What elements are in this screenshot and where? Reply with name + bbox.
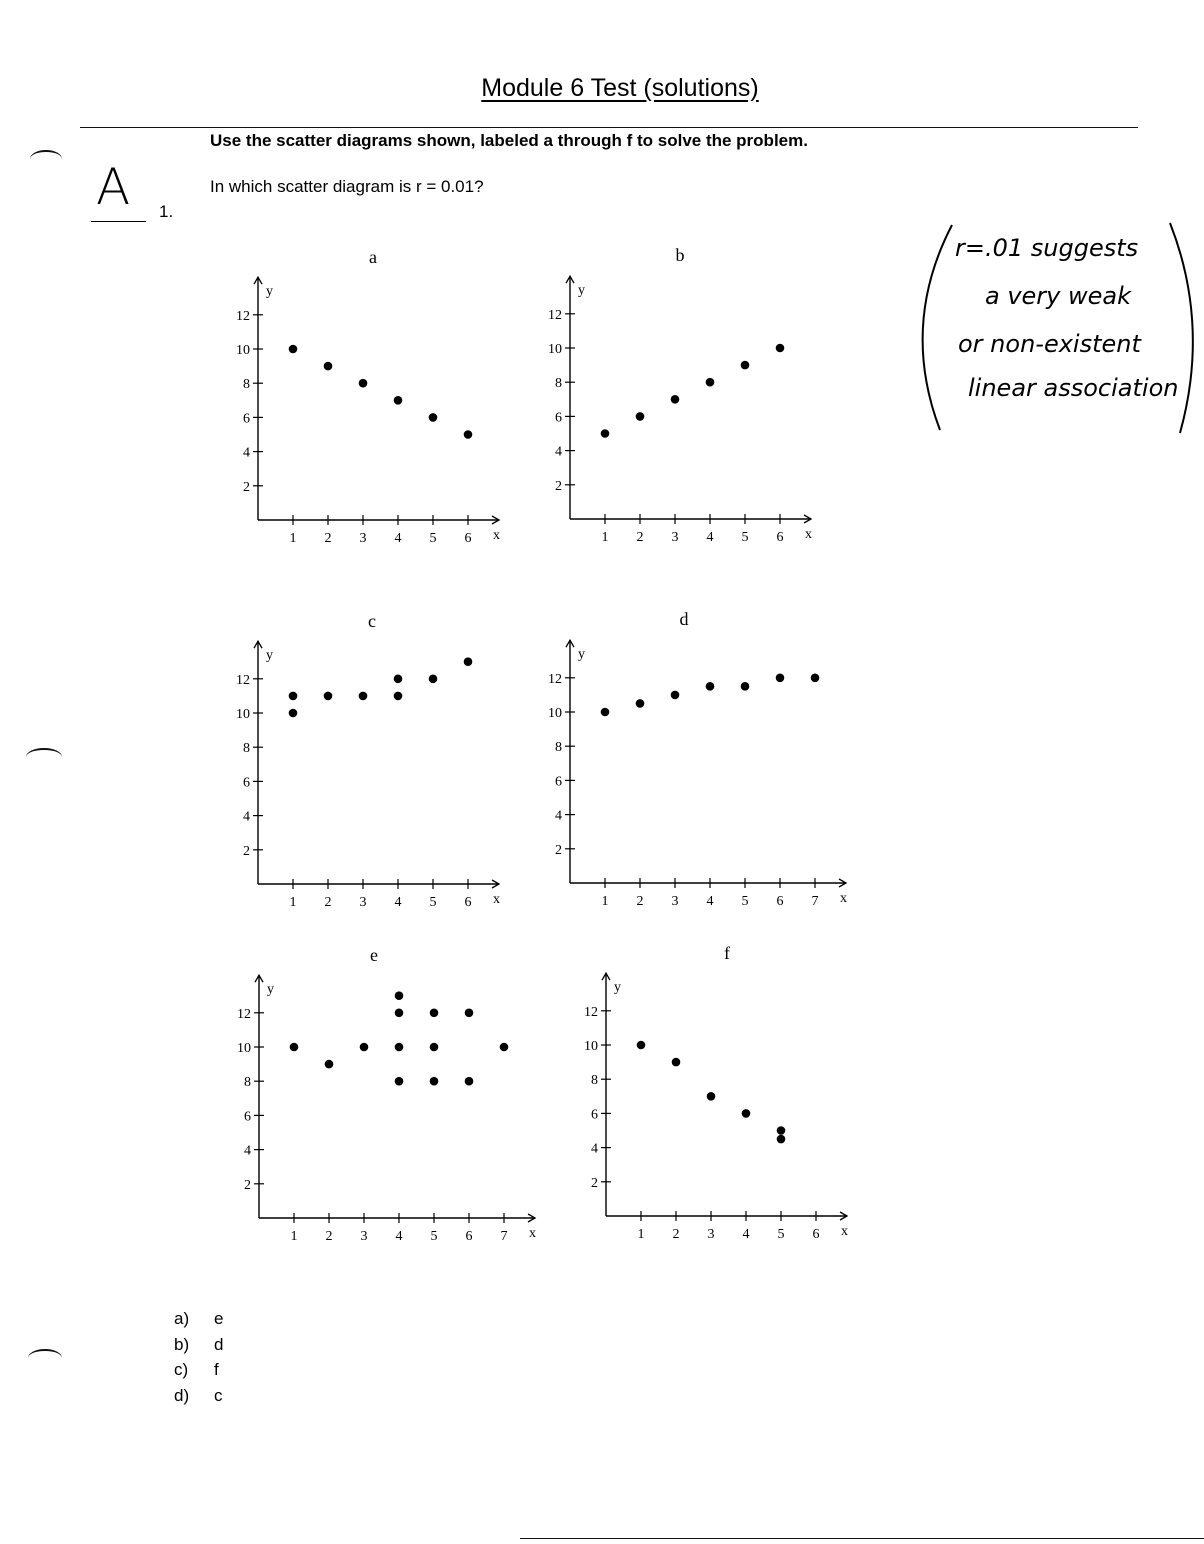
- question-text: In which scatter diagram is r = 0.01?: [210, 177, 484, 196]
- data-point: [429, 675, 438, 684]
- plot-title: d: [679, 609, 689, 629]
- y-tick-label: 4: [244, 1143, 251, 1159]
- y-axis-label: y: [578, 647, 585, 663]
- y-tick-label: 2: [243, 479, 250, 495]
- x-axis-label: x: [841, 1224, 848, 1239]
- plot-title: b: [675, 245, 685, 265]
- data-point: [741, 682, 750, 691]
- scatter-plot-a: [236, 247, 500, 546]
- y-axis-label: y: [266, 284, 273, 300]
- y-tick-label: 4: [555, 808, 562, 824]
- data-point: [429, 413, 438, 422]
- y-tick-label: 2: [555, 842, 562, 858]
- data-point: [464, 430, 473, 439]
- y-axis-label: y: [578, 283, 585, 299]
- x-tick-label: 7: [811, 894, 819, 909]
- data-point: [776, 674, 785, 683]
- data-point: [811, 674, 820, 683]
- option-letter: a): [174, 1309, 190, 1328]
- data-point: [394, 396, 403, 405]
- x-tick-label: 6: [776, 894, 784, 909]
- instructions: Use the scatter diagrams shown, labeled a through f to solve the problem.: [210, 131, 808, 150]
- y-tick-label: 6: [591, 1107, 598, 1123]
- handwritten-note-line-4: linear association: [968, 376, 1179, 400]
- handwritten-answer: A: [96, 158, 131, 216]
- y-tick-label: 4: [243, 445, 250, 461]
- data-point: [360, 1043, 369, 1052]
- y-axis-label: y: [266, 648, 273, 664]
- data-point: [671, 691, 680, 700]
- data-point: [394, 692, 403, 701]
- option-b[interactable]: [174, 1335, 223, 1361]
- data-point: [464, 657, 473, 666]
- y-tick-label: 10: [548, 706, 562, 721]
- x-tick-label: 2: [325, 1229, 333, 1244]
- data-point: [359, 692, 368, 701]
- option-text: f: [214, 1360, 219, 1380]
- x-axis-label: x: [840, 891, 847, 906]
- x-axis-label: x: [493, 528, 500, 543]
- x-tick-label: 5: [429, 531, 437, 546]
- data-point: [289, 709, 298, 718]
- x-tick-label: 6: [465, 1229, 473, 1244]
- y-tick-label: 6: [244, 1109, 251, 1125]
- data-point: [706, 682, 715, 691]
- x-tick-label: 2: [324, 895, 332, 910]
- data-point: [289, 692, 298, 701]
- y-tick-label: 12: [548, 307, 562, 323]
- x-tick-label: 3: [671, 894, 679, 909]
- data-point: [672, 1058, 681, 1067]
- data-point: [324, 362, 333, 371]
- data-point: [742, 1109, 751, 1118]
- x-tick-label: 6: [464, 895, 472, 910]
- y-tick-label: 10: [584, 1039, 598, 1054]
- x-tick-label: 5: [741, 894, 749, 909]
- y-axis-label: y: [267, 982, 274, 998]
- option-letter: d): [174, 1386, 190, 1406]
- y-tick-label: 12: [237, 1006, 251, 1022]
- y-tick-label: 12: [236, 672, 250, 688]
- data-point: [324, 692, 333, 701]
- plot-title: a: [369, 247, 377, 267]
- handwritten-note-line-3: or non-existent: [958, 330, 1141, 358]
- x-tick-label: 1: [637, 1227, 645, 1242]
- data-point: [706, 378, 715, 387]
- scatter-plot-f: [584, 943, 848, 1242]
- x-tick-label: 3: [360, 1229, 368, 1244]
- y-tick-label: 6: [243, 411, 250, 427]
- data-point: [395, 1043, 404, 1052]
- x-tick-label: 1: [289, 895, 297, 910]
- x-tick-label: 4: [394, 531, 402, 546]
- x-tick-label: 7: [500, 1229, 508, 1244]
- question-number: 1.: [159, 202, 174, 221]
- plot-title: c: [368, 611, 376, 631]
- footer-rule: [520, 1538, 1204, 1539]
- x-tick-label: 1: [289, 531, 297, 546]
- data-point: [395, 991, 404, 1000]
- x-tick-label: 6: [776, 530, 784, 545]
- plot-title: e: [370, 945, 378, 965]
- x-tick-label: 1: [601, 894, 609, 909]
- option-letter: c): [174, 1360, 189, 1380]
- option-d[interactable]: [174, 1386, 223, 1412]
- x-tick-label: 2: [636, 894, 644, 909]
- y-tick-label: 4: [243, 809, 250, 825]
- x-tick-label: 5: [741, 530, 749, 545]
- hole-punch-mark-bottom: [28, 1349, 62, 1367]
- y-tick-label: 4: [555, 444, 562, 460]
- scatter-plot-d: [548, 609, 847, 909]
- option-c[interactable]: [174, 1360, 223, 1386]
- x-tick-label: 2: [636, 530, 644, 545]
- y-tick-label: 2: [591, 1175, 598, 1191]
- option-text: c: [214, 1386, 223, 1406]
- x-tick-label: 3: [359, 895, 367, 910]
- y-tick-label: 12: [584, 1004, 598, 1020]
- y-tick-label: 8: [555, 740, 562, 756]
- y-tick-label: 4: [591, 1141, 598, 1157]
- data-point: [325, 1060, 334, 1069]
- x-tick-label: 1: [601, 530, 609, 545]
- data-point: [636, 412, 645, 421]
- data-point: [601, 429, 610, 438]
- data-point: [707, 1092, 716, 1101]
- x-tick-label: 1: [290, 1229, 298, 1244]
- data-point: [601, 708, 610, 717]
- data-point: [465, 1077, 474, 1086]
- x-tick-label: 3: [707, 1227, 715, 1242]
- handwritten-note-line-2: a very weak: [985, 282, 1132, 310]
- data-point: [289, 345, 298, 354]
- answer-options: [174, 1309, 223, 1412]
- x-tick-label: 5: [430, 1229, 438, 1244]
- option-a[interactable]: [174, 1309, 223, 1335]
- x-tick-label: 4: [706, 894, 714, 909]
- y-tick-label: 6: [243, 775, 250, 791]
- handwritten-note-line-1: r=.01 suggests: [955, 234, 1139, 262]
- data-point: [671, 395, 680, 404]
- x-tick-label: 2: [672, 1227, 680, 1242]
- y-tick-label: 12: [548, 671, 562, 687]
- y-axis-label: y: [614, 980, 621, 996]
- x-tick-label: 4: [706, 530, 714, 545]
- data-point: [430, 1009, 439, 1018]
- y-tick-label: 8: [555, 376, 562, 392]
- data-point: [394, 675, 403, 684]
- data-point: [430, 1043, 439, 1052]
- x-axis-label: x: [529, 1226, 536, 1241]
- y-tick-label: 8: [243, 377, 250, 393]
- data-point: [500, 1043, 509, 1052]
- y-tick-label: 8: [591, 1073, 598, 1089]
- option-text: d: [214, 1334, 224, 1354]
- x-tick-label: 4: [395, 1229, 403, 1244]
- x-tick-label: 3: [671, 530, 679, 545]
- data-point: [637, 1041, 646, 1050]
- y-tick-label: 6: [555, 774, 562, 790]
- data-point: [776, 344, 785, 353]
- y-tick-label: 2: [243, 843, 250, 859]
- y-tick-label: 10: [237, 1041, 251, 1056]
- data-point: [359, 379, 368, 388]
- x-tick-label: 4: [742, 1227, 750, 1242]
- data-point: [395, 1077, 404, 1086]
- x-tick-label: 5: [777, 1227, 785, 1242]
- data-point: [636, 699, 645, 708]
- page-title: Module 6 Test (solutions): [481, 74, 759, 102]
- data-point: [430, 1077, 439, 1086]
- option-letter: b): [174, 1334, 190, 1354]
- x-axis-label: x: [493, 892, 500, 907]
- x-axis-label: x: [805, 527, 812, 542]
- data-point: [465, 1009, 474, 1018]
- x-tick-label: 4: [394, 895, 402, 910]
- y-tick-label: 2: [555, 478, 562, 494]
- option-text: e: [214, 1309, 224, 1328]
- x-tick-label: 6: [812, 1227, 820, 1242]
- y-tick-label: 6: [555, 410, 562, 426]
- data-point: [290, 1043, 299, 1052]
- y-tick-label: 10: [548, 342, 562, 357]
- y-tick-label: 12: [236, 308, 250, 324]
- data-point: [777, 1135, 786, 1144]
- y-tick-label: 10: [236, 707, 250, 722]
- x-tick-label: 3: [359, 531, 367, 546]
- plot-title: f: [724, 943, 730, 963]
- scatter-plot-e: [237, 945, 536, 1244]
- y-tick-label: 8: [244, 1075, 251, 1091]
- x-tick-label: 2: [324, 531, 332, 546]
- y-tick-label: 10: [236, 343, 250, 358]
- x-tick-label: 6: [464, 531, 472, 546]
- data-point: [777, 1126, 786, 1135]
- y-tick-label: 2: [244, 1177, 251, 1193]
- data-point: [741, 361, 750, 370]
- y-tick-label: 8: [243, 741, 250, 757]
- scatter-plot-b: [548, 245, 812, 545]
- scatter-plot-c: [236, 611, 500, 910]
- x-tick-label: 5: [429, 895, 437, 910]
- data-point: [395, 1009, 404, 1018]
